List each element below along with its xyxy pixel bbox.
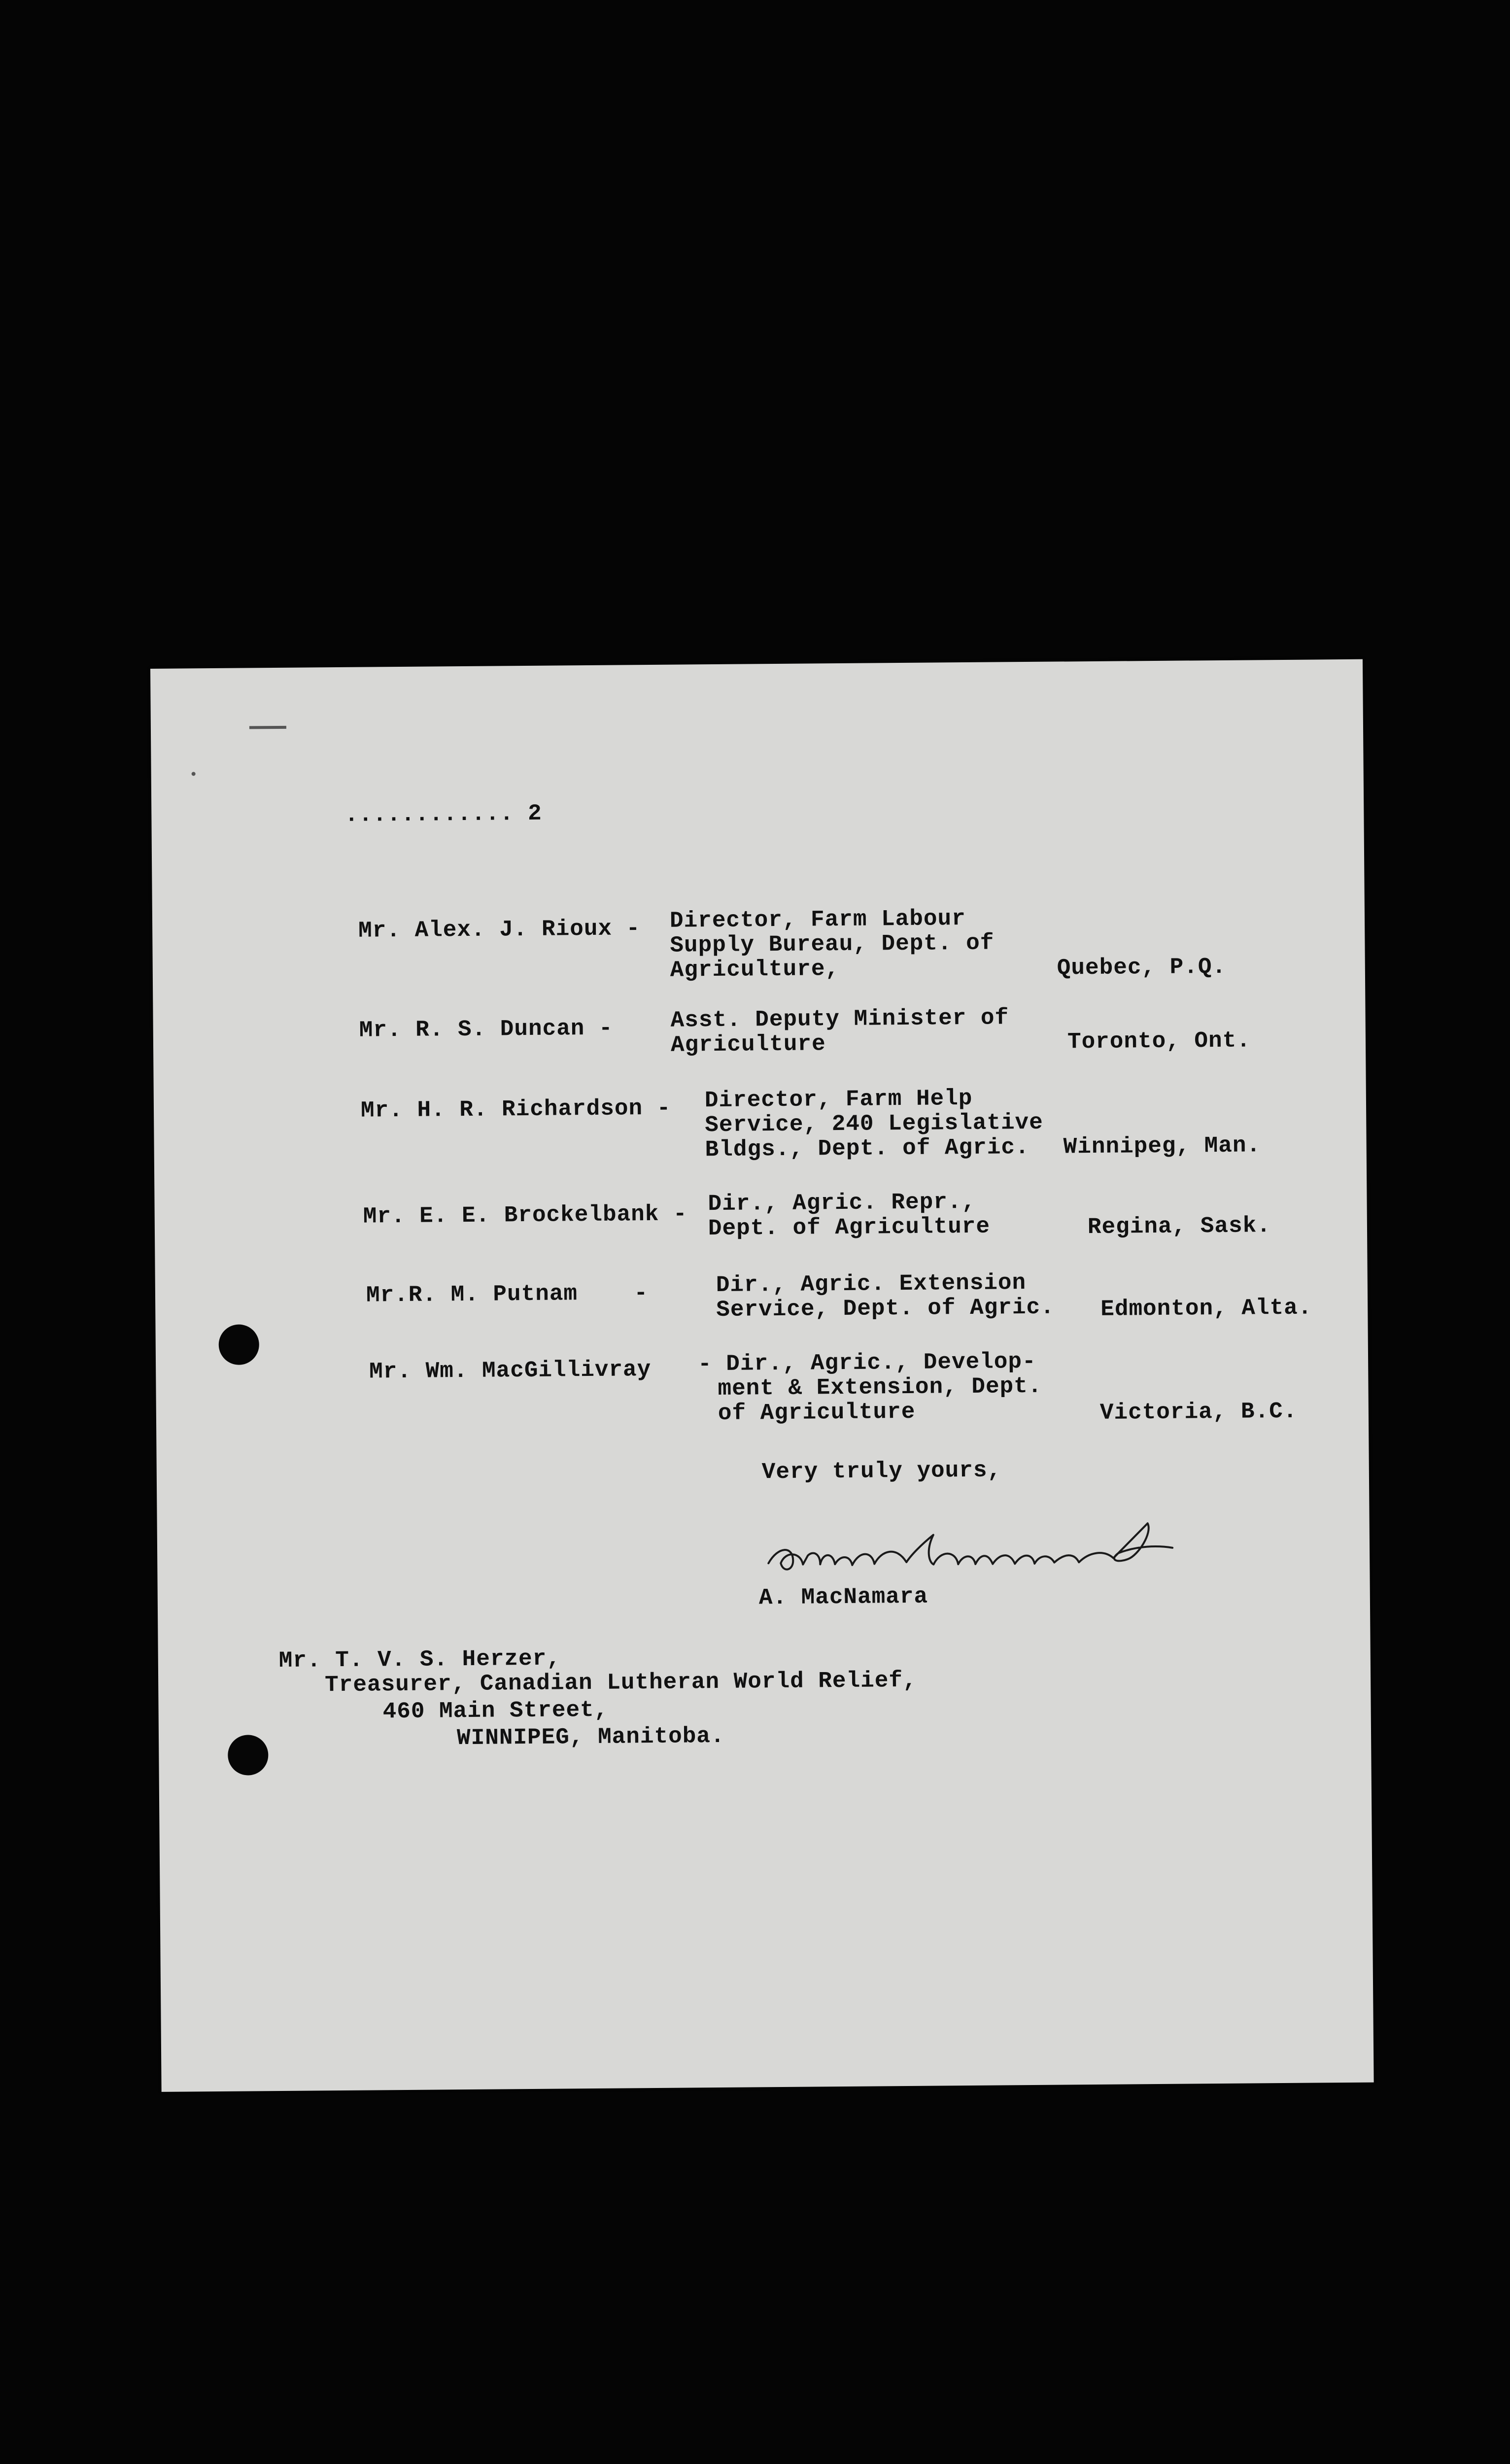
addressee-line: Mr. T. V. S. Herzer, (278, 1645, 561, 1674)
recipient-location: Regina, Sask. (1087, 1213, 1271, 1240)
recipient-title-line: Bldgs., Dept. of Agric. (705, 1134, 1030, 1163)
addressee-line: 460 Main Street, (382, 1697, 609, 1725)
addressee-line: WINNIPEG, Manitoba. (456, 1723, 725, 1751)
recipient-title-line: Agriculture, (670, 956, 840, 983)
recipient-title-line: Agriculture (670, 1031, 826, 1058)
recipient-name: Mr. Alex. J. Rioux - (358, 916, 641, 944)
recipient-title-line: Service, 240 Legislative (705, 1109, 1044, 1138)
margin-dot (192, 772, 196, 776)
recipient-name: Mr. R. S. Duncan - (359, 1015, 613, 1043)
punch-hole-lower (228, 1735, 269, 1776)
recipient-name: Mr. H. R. Richardson - (360, 1095, 671, 1124)
recipient-title-line: Director, Farm Help (704, 1085, 973, 1114)
recipient-title-line: Service, Dept. of Agric. (716, 1294, 1055, 1323)
recipient-name: Mr. Wm. MacGillivray (369, 1357, 652, 1385)
recipient-name: Mr. E. E. Brockelbank - (363, 1201, 687, 1230)
recipient-location: Victoria, B.C. (1099, 1398, 1298, 1426)
recipient-title-line: Director, Farm Labour (669, 906, 966, 934)
recipient-name: Mr.R. M. Putnam - (366, 1280, 649, 1308)
recipient-location: Quebec, P.Q. (1057, 954, 1227, 981)
recipient-title-line: Dept. of Agriculture (708, 1213, 991, 1242)
recipient-title-line: Dir., Agric. Extension (716, 1270, 1027, 1299)
recipient-title-line: Supply Bureau, Dept. of (670, 930, 995, 958)
recipient-location: Toronto, Ont. (1067, 1027, 1251, 1055)
letter-page (150, 659, 1374, 2092)
recipient-title-line: - Dir., Agric., Develop- (697, 1348, 1036, 1377)
recipient-location: Edmonton, Alta. (1100, 1295, 1312, 1322)
recipient-location: Winnipeg, Man. (1063, 1132, 1261, 1160)
punch-hole-upper (218, 1324, 259, 1365)
recipient-title-line: Dir., Agric. Repr., (708, 1189, 976, 1217)
closing-phrase: Very truly yours, (761, 1457, 1002, 1485)
page-number-marker: ............ 2 (344, 800, 543, 828)
recipient-title-line: Asst. Deputy Minister of (670, 1005, 1009, 1033)
signatory-name: A. MacNamara (758, 1583, 928, 1611)
margin-tick-mark (249, 726, 286, 729)
recipient-title-line: of Agriculture (718, 1399, 916, 1426)
addressee-line: Treasurer, Canadian Lutheran World Relief, (325, 1667, 917, 1698)
handwritten-signature (763, 1513, 1207, 1585)
recipient-title-line: ment & Extension, Dept. (718, 1373, 1042, 1402)
